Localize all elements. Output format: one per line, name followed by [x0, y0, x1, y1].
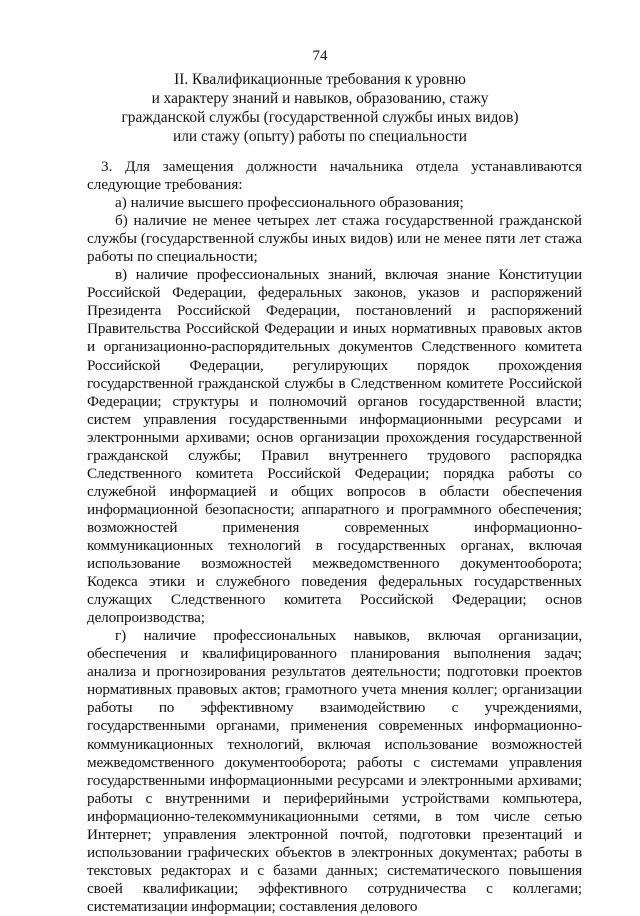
heading-line: или стажу (опыту) работы по специальности — [172, 128, 468, 145]
paragraph-item-a: а) наличие высшего профессионального образования; — [115, 194, 464, 212]
heading-line: II. Квалификационные требования к уровню — [174, 71, 466, 88]
paragraph-requirements-intro: 3. Для замещения должности начальника отдела устанавливаются следующие требования: — [87, 158, 582, 194]
heading-line: и характеру знаний и навыков, образованию, стажу — [151, 90, 489, 107]
paragraph-item-v: в) наличие профессиональных знаний, включая знание Конституции Российской Федерации, федеральных законов, указов и распоряжений Президента Российской Федерации, постановлений и распоряжений Правительства Российской Федерации и иных нормативных правовых актов и организационно-распорядительных документов Следственного комитета Российской Федерации, регулирующих порядок прохождения государственной гражданской службы в Следственном комитете Российской Федерации; структуры и полномочий органов государственной власти; систем управления государственными информационными ресурсами и электронными архивами; основ организации прохождения государственной гражданской службы; Правил внутреннего трудового распорядка Следственного комитета Российской Федерации; порядка работы со служебной информацией и общих вопросов в области обеспечения информационной безопасности; аппаратного и программного обеспечения; возможностей применения современных информационно-коммуникационных технологий в государственных органах, включая использование возможностей межведомственного документооборота; Кодекса этики и служебного поведения федеральных государственных служащих Следственного комитета Российской Федерации; основ делопроизводства; — [87, 266, 582, 627]
paragraph-item-b: б) наличие не менее четырех лет стажа государственной гражданской службы (государственной службы иных видов) или не менее пяти лет стажа работы по специальности; — [87, 212, 582, 266]
page-number: 74 — [312, 48, 328, 64]
paragraph-item-g: г) наличие профессиональных навыков, включая организации, обеспечения и квалифицированного планирования выполнения задач; анализа и прогнозирования результатов деятельности; подготовки проектов нормативных правовых актов; грамотного учета мнения коллег; организации работы по эффективному взаимодействию с учреждениями, государственными органами, применения современных информационно-коммуникационных технологий, включая использование возможностей межведомственного документооборота; работы с системами управления государственными информационными ресурсами и электронными архивами; работы с внутренними и периферийными устройствами компьютера, информационно-телекоммуникационными сетями, в том числе сетью Интернет; управления электронной почтой, подготовки презентаций и использовании графических объектов в электронных документах; работы в текстовых редакторах и с базами данных; систематического повышения своей квалификации; эффективного сотрудничества с коллегами; систематизации информации; составления делового — [87, 627, 582, 915]
document-body — [87, 158, 582, 916]
section-heading — [90, 70, 550, 146]
heading-line: гражданской службы (государственной службы иных видов) — [121, 109, 519, 126]
